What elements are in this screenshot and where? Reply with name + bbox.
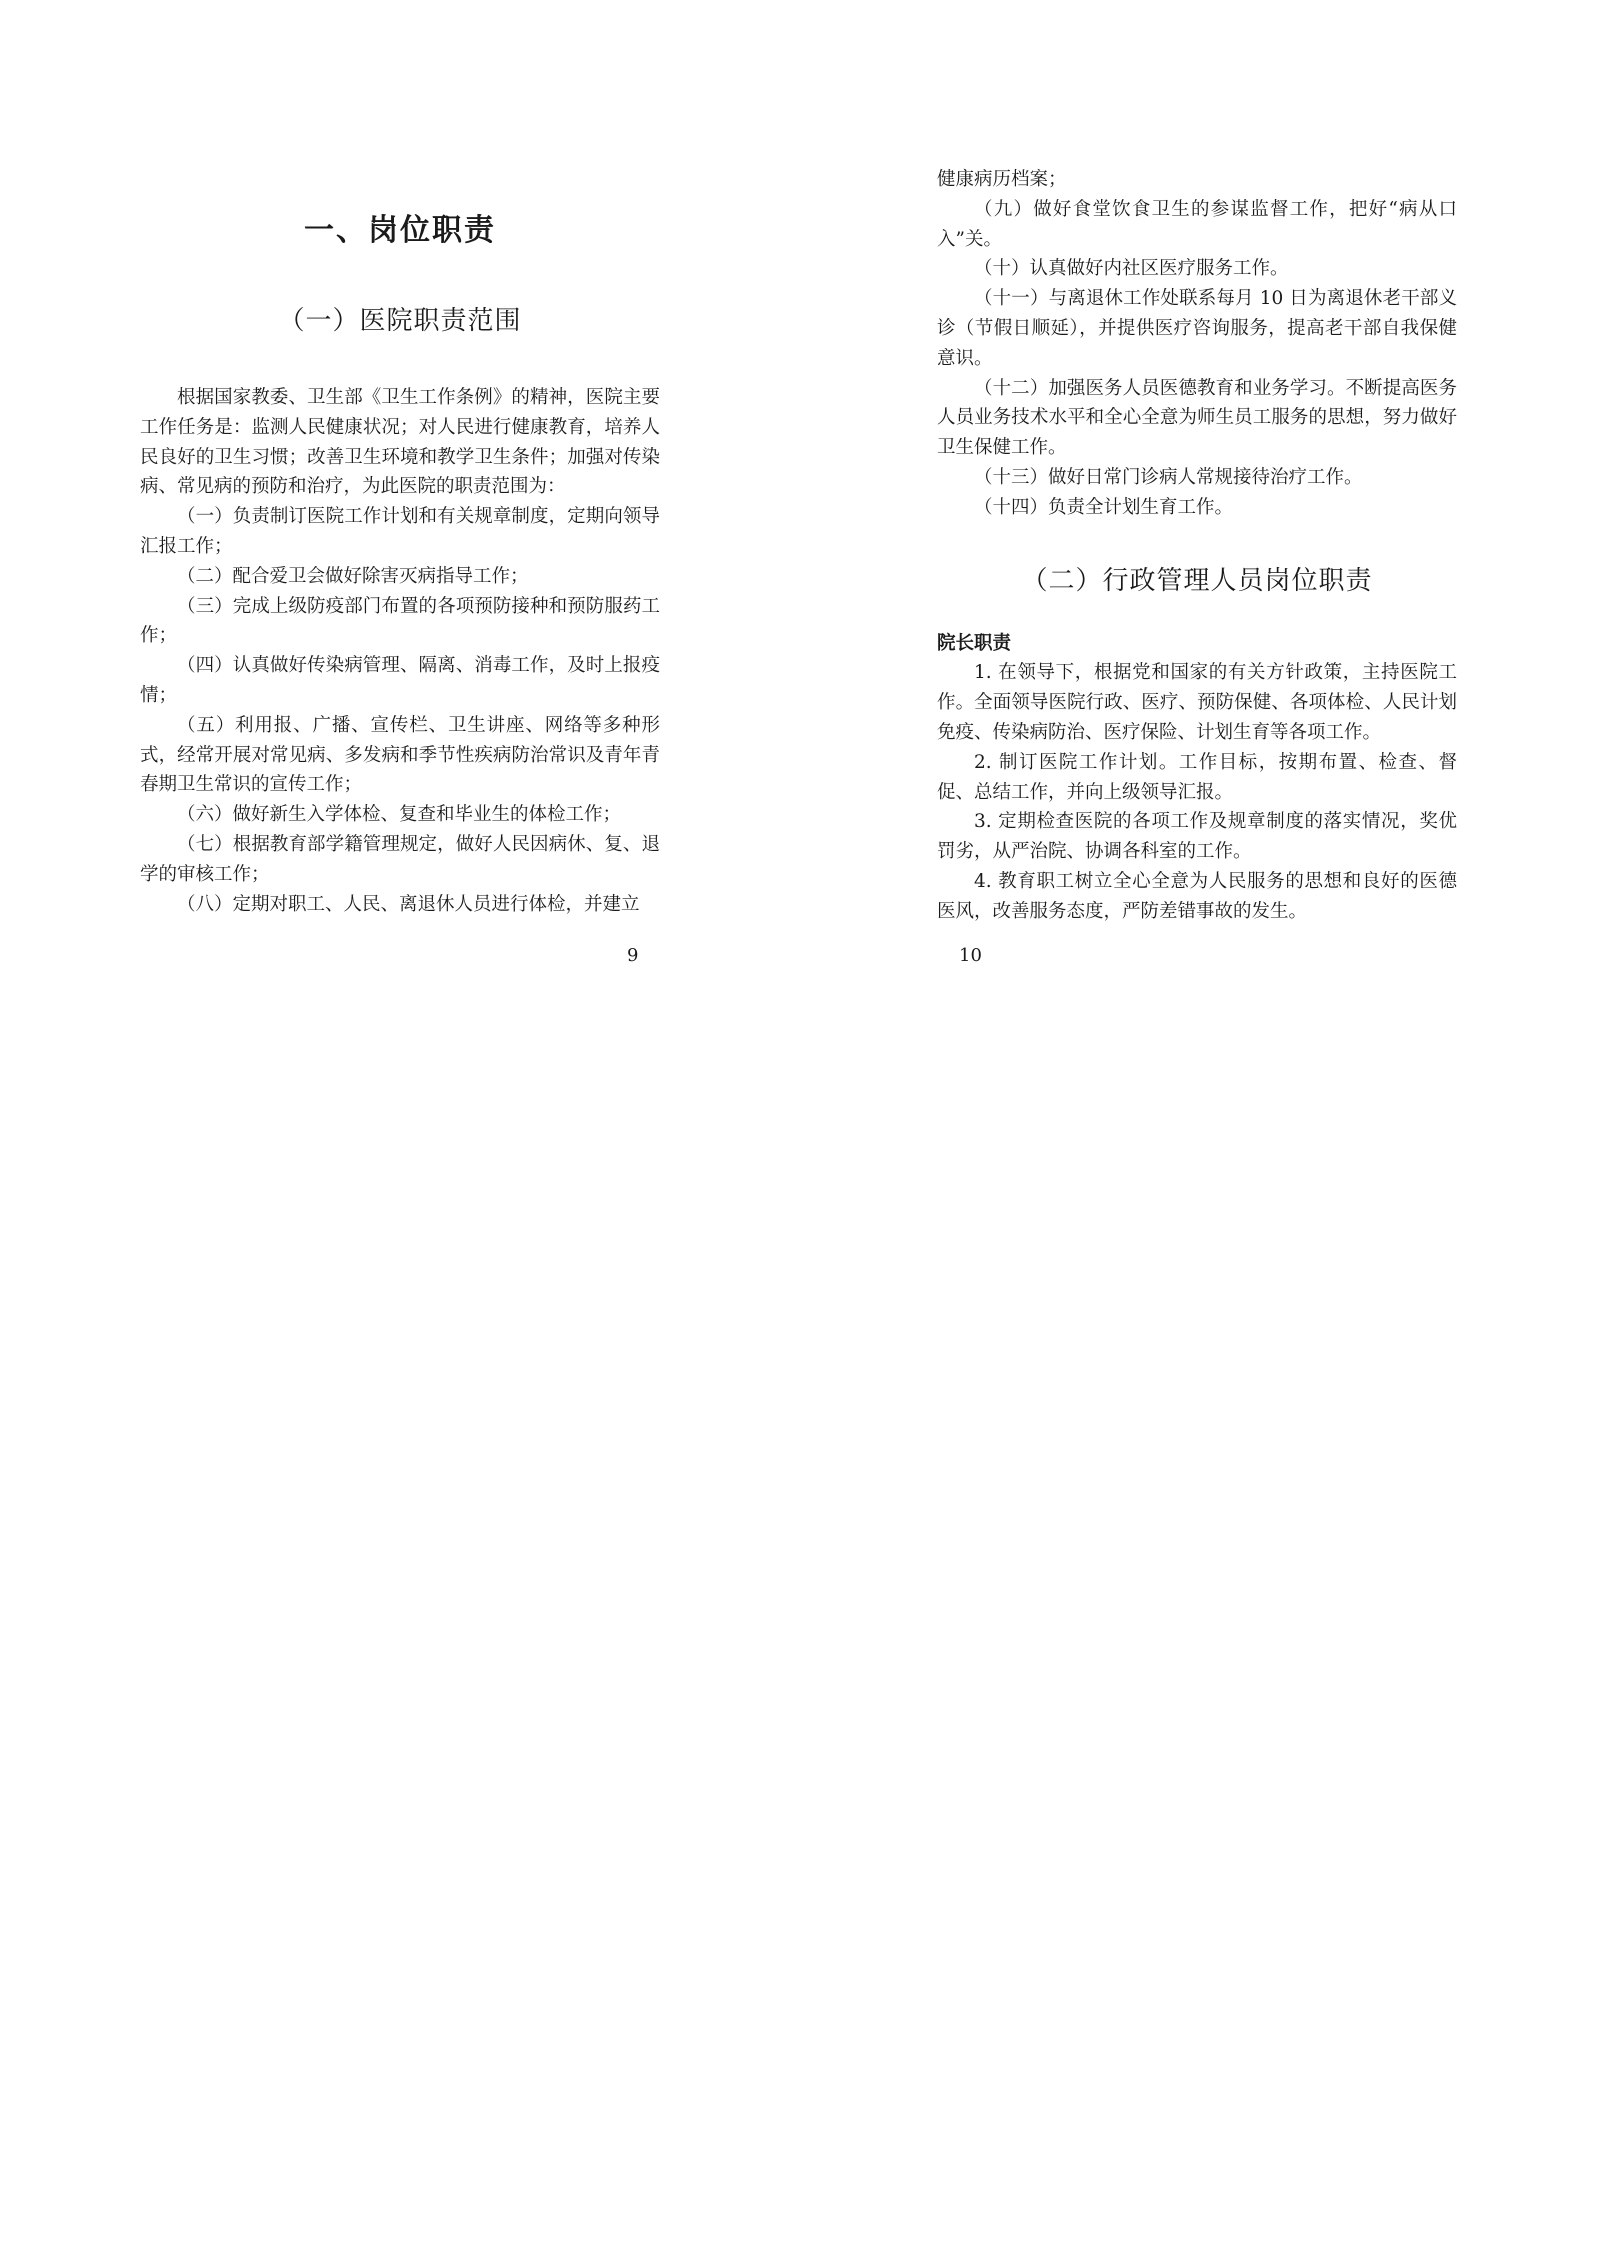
scope-item: （十二）加强医务人员医德教育和业务学习。不断提高医务人员业务技术水平和全心全意为师生员工服务的思想，努力做好卫生保健工作。 — [937, 377, 1457, 459]
left-column — [140, 165, 660, 919]
scope-item: （四）认真做好传染病管理、隔离、消毒工作，及时上报疫情； — [140, 655, 660, 706]
duty-item: 4. 教育职工树立全心全意为人民服务的思想和良好的医德医风，改善服务态度，严防差错事故的发生。 — [937, 870, 1457, 922]
page-number: 9 — [627, 945, 639, 966]
scope-item: （一）负责制订医院工作计划和有关规章制度，定期向领导汇报工作； — [140, 506, 660, 557]
section-title-hospital-scope: （一）医院职责范围 — [278, 306, 522, 336]
right-column — [937, 165, 1457, 927]
scope-item: （九）做好食堂饮食卫生的参谋监督工作，把好“病从口入”关。 — [937, 198, 1457, 250]
scope-item: （十一）与离退休工作处联系每月 10 日为离退休老干部义诊（节假日顺延），并提供医疗咨询服务，提高老干部自我保健意识。 — [937, 288, 1457, 369]
scope-item: （十四）负责全计划生育工作。 — [974, 496, 1234, 518]
duty-item: 3. 定期检查医院的各项工作及规章制度的落实情况，奖优罚劣，从严治院、协调各科室的工作。 — [937, 811, 1457, 863]
scope-item: （八）定期对职工、人民、离退休人员进行体检，并建立 — [177, 893, 640, 915]
page-number: 10 — [959, 945, 982, 966]
intro-paragraph: 根据国家教委、卫生部《卫生工作条例》的精神，医院主要工作任务是：监测人民健康状况；对人民进行健康教育，培养人民良好的卫生习惯；改善卫生环境和教学卫生条件；加强对传染病、常见病的预防和治疗，为此医院的职责范围为： — [140, 387, 660, 498]
scope-item: （十三）做好日常门诊病人常规接待治疗工作。 — [974, 466, 1363, 488]
scope-item: （五）利用报、广播、宣传栏、卫生讲座、网络等多种形式，经常开展对常见病、多发病和季节性疾病防治常识及青年青春期卫生常识的宣传工作； — [140, 714, 660, 796]
scope-item: （十）认真做好内社区医疗服务工作。 — [974, 258, 1289, 280]
scope-item: （六）做好新生入学体检、复查和毕业生的体检工作； — [177, 804, 622, 826]
duty-item: 1. 在领导下，根据党和国家的有关方针政策，主持医院工作。全面领导医院行政、医疗、预防保健、各项体检、人民计划免疫、传染病防治、医疗保险、计划生育等各项工作。 — [937, 662, 1457, 743]
scope-item: （三）完成上级防疫部门布置的各项预防接种和预防服药工作； — [140, 595, 660, 647]
duty-item: 2. 制订医院工作计划。工作目标，按期布置、检查、督促、总结工作，并向上级领导汇报。 — [937, 751, 1457, 803]
scope-item: （七）根据教育部学籍管理规定，做好人民因病休、复、退学的审核工作； — [140, 833, 660, 885]
scope-item: （二）配合爱卫会做好除害灭病指导工作； — [177, 565, 529, 587]
continuation-text: 健康病历档案； — [937, 169, 1067, 190]
director-duties-heading: 院长职责 — [937, 632, 1012, 654]
section-title-admin-duties: （二）行政管理人员岗位职责 — [1021, 565, 1373, 596]
page-title: 一、岗位职责 — [304, 213, 496, 248]
